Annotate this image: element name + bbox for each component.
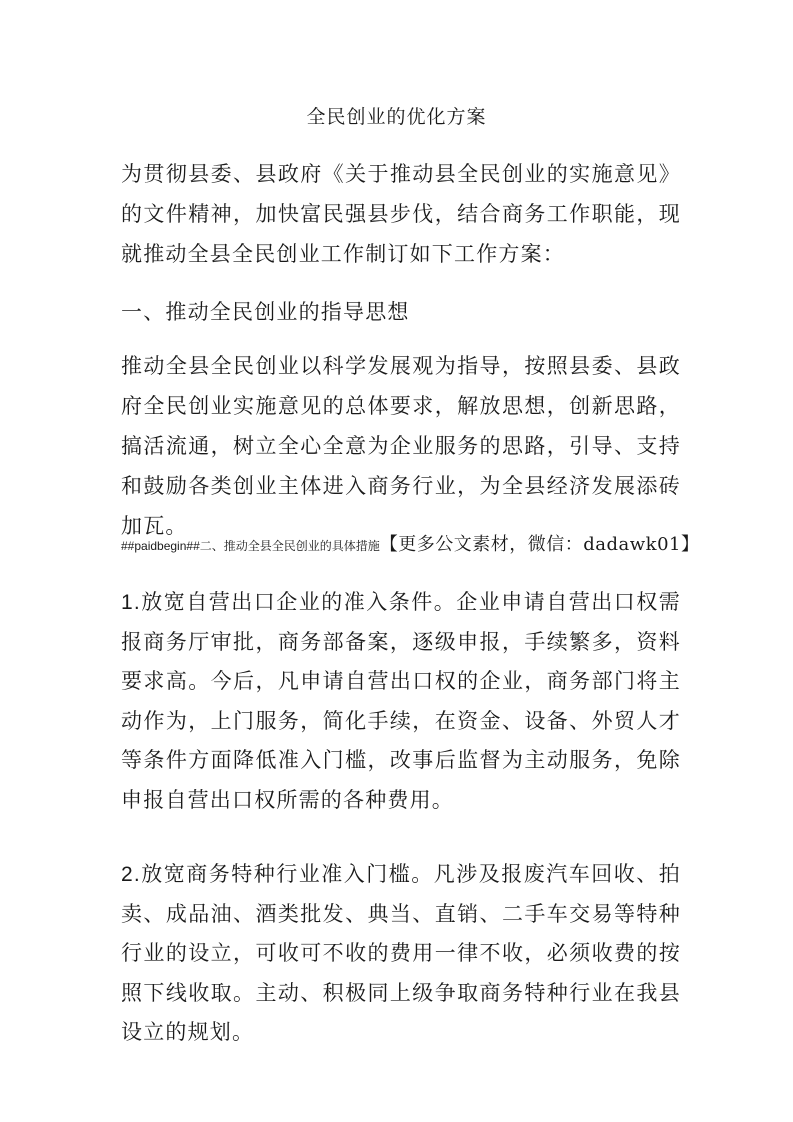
document-title: 全民创业的优化方案 <box>306 106 487 128</box>
item2-paragraph <box>121 855 681 1053</box>
item2-number: 2. <box>121 863 141 886</box>
item1-number: 1. <box>121 591 141 614</box>
item1-body: 放宽自营出口企业的准入条件。企业申请自营出口权需报商务厅审批，商务部备案，逐级申报，手续繁多，资料要求高。今后，凡申请自营出口权的企业，商务部门将主动作为，上门服务，简化手续，在资金、设备、外贸人才等条件方面降低准入门槛，改事后监督为主动服务，免除申报自营出口权所需的各种费用。 <box>121 590 681 812</box>
promo-text: 【更多公文素材，微信：dadawk01】 <box>379 534 700 555</box>
intro-paragraph: 为贯彻县委、县政府《关于推动县全民创业的实施意见》的文件精神，加快富民强县步伐，结合商务工作职能，现就推动全县全民创业工作制订如下工作方案： <box>121 162 681 266</box>
section2-heading-line <box>121 530 701 561</box>
item2-body: 放宽商务特种行业准入门槛。凡涉及报废汽车回收、拍卖、成品油、酒类批发、典当、直销、二手车交易等特种行业的设立，可收可不收的费用一律不收，必须收费的按照下线收取。主动、积极同上级争取商务特种行业在我县设立的规划。 <box>121 862 681 1044</box>
section2-heading: ##paidbegin##二、推动全县全民创业的具体措施 <box>121 539 380 553</box>
section1-heading: 一、推动全民创业的指导思想 <box>121 300 410 324</box>
section1-body: 推动全县全民创业以科学发展观为指导，按照县委、县政府全民创业实施意见的总体要求，解放思想，创新思路，搞活流通，树立全心全意为企业服务的思路，引导、支持和鼓励各类创业主体进入商务行业，为全县经济发展添砖加瓦。 <box>121 354 681 538</box>
item1-paragraph <box>121 583 681 820</box>
